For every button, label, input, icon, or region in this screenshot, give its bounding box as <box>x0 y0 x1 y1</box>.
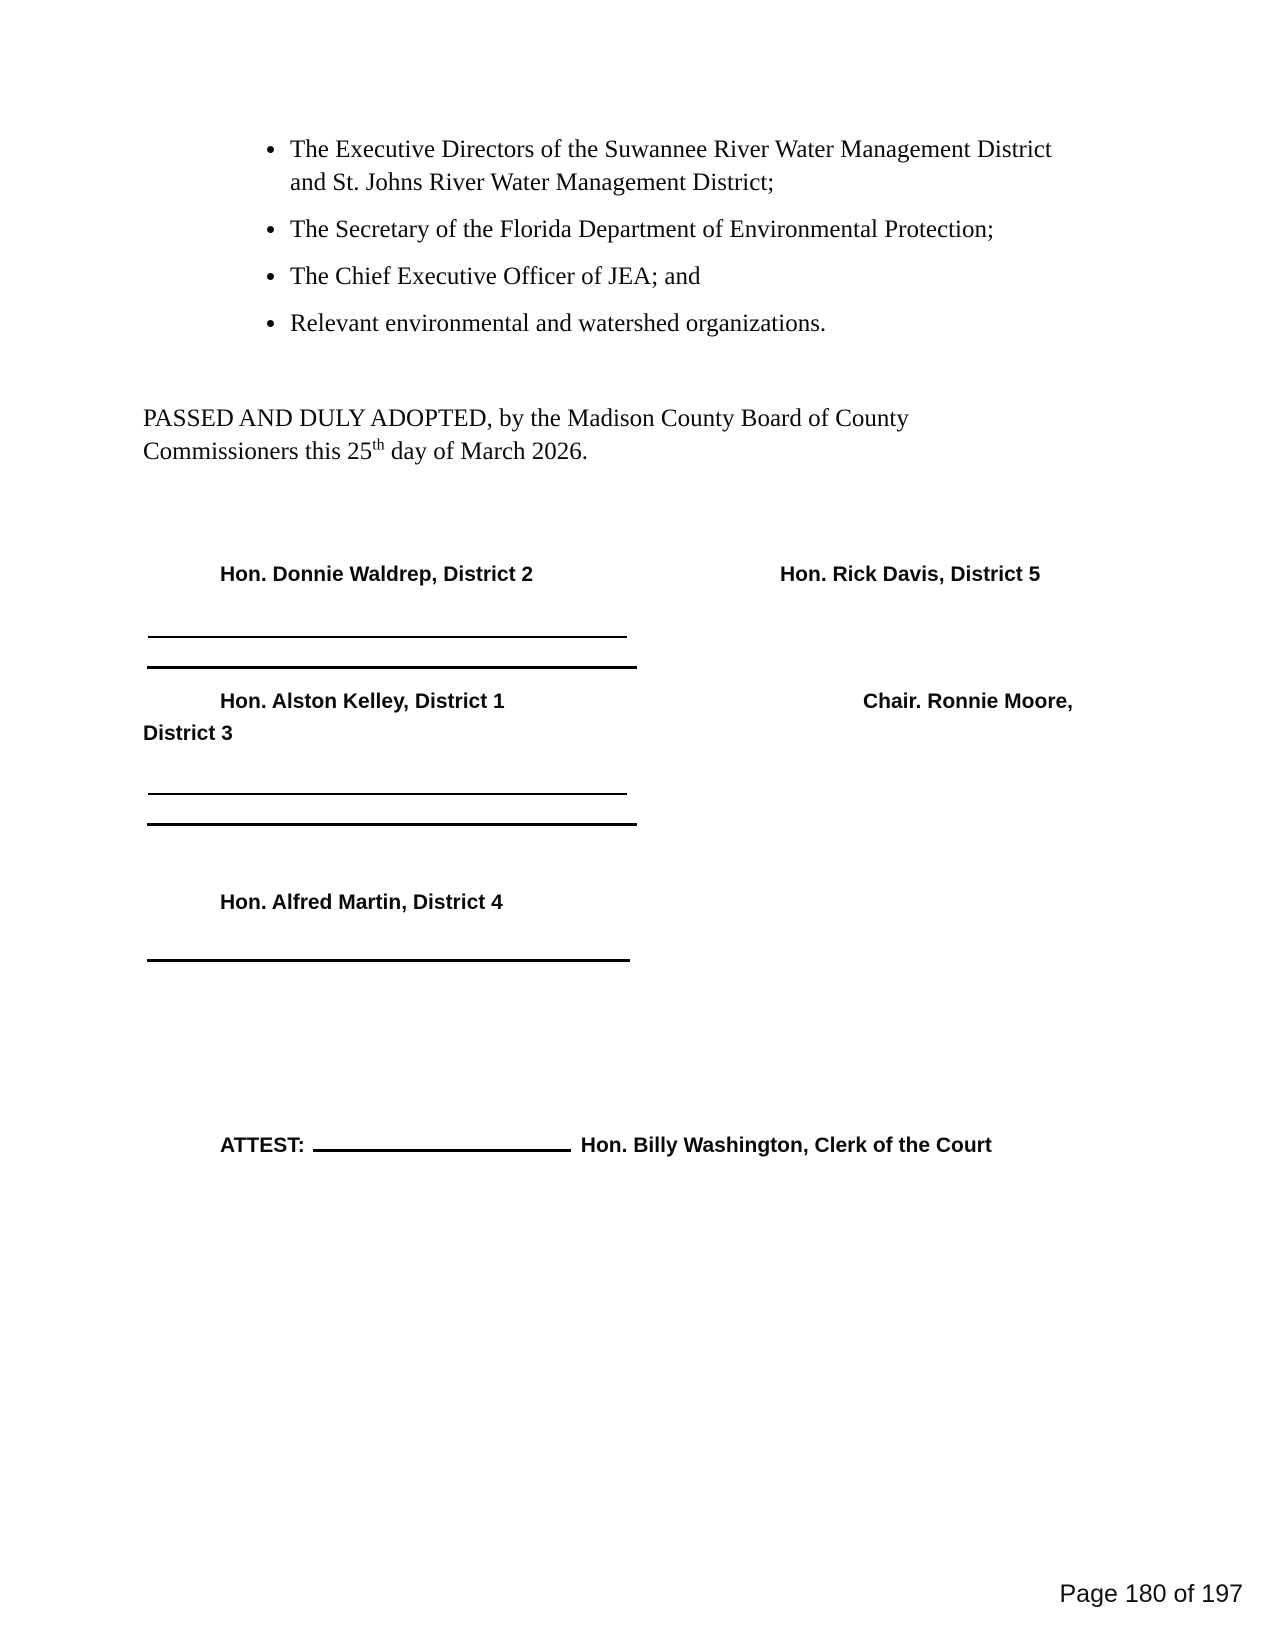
attest-row <box>220 1130 992 1158</box>
bullet-list <box>252 133 1062 354</box>
adoption-paragraph <box>143 402 1063 468</box>
signature-name-district1: Hon. Alston Kelley, District 1 <box>220 690 505 713</box>
bullet-item: • The Chief Executive Officer of JEA; and <box>288 260 1062 293</box>
signature-name-chair-wrap: District 3 <box>143 722 233 745</box>
signature-name-district5: Hon. Rick Davis, District 5 <box>780 563 1041 586</box>
ordinal-superscript: th <box>372 436 385 454</box>
adoption-text-end: day of March 2026. <box>384 438 589 465</box>
signature-name-district2: Hon. Donnie Waldrep, District 2 <box>220 563 534 586</box>
bullet-item: • Relevant environmental and watershed organizations. <box>288 307 1062 340</box>
signature-name-district4: Hon. Alfred Martin, District 4 <box>220 891 503 914</box>
signature-line <box>147 823 637 826</box>
signature-name-chair: Chair. Ronnie Moore, <box>863 690 1074 713</box>
attest-label: ATTEST: <box>220 1134 305 1157</box>
bullet-item: • The Executive Directors of the Suwannee River Water Management District and St. Johns River Water Management District; <box>288 133 1062 199</box>
signature-line <box>148 636 627 638</box>
bullet-item: • The Secretary of the Florida Department of Environmental Protection; <box>288 213 1062 246</box>
signature-line <box>147 959 630 962</box>
attest-blank-line <box>313 1130 571 1152</box>
page-number: Page 180 of 197 <box>1059 1580 1243 1608</box>
clerk-name: Hon. Billy Washington, Clerk of the Court <box>580 1134 992 1157</box>
signature-line <box>148 793 627 795</box>
adoption-text-start: PASSED AND DULY ADOPTED, by the Madison County Board of County Commissioners this 25 <box>143 405 909 465</box>
signature-line <box>147 666 637 669</box>
